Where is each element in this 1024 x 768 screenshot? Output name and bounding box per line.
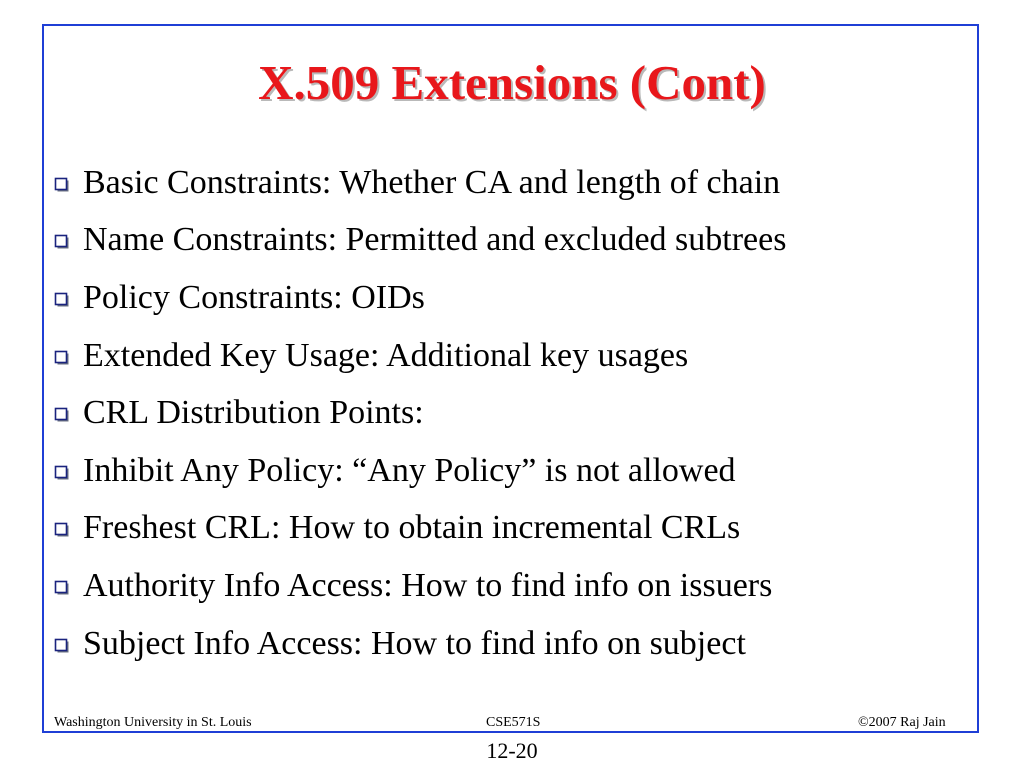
bullet-text: Name Constraints: Permitted and excluded subtrees xyxy=(83,221,787,259)
bullet-item xyxy=(54,442,786,500)
bullet-item xyxy=(54,615,786,673)
hollow-square-bullet-icon xyxy=(54,465,70,481)
bullet-item xyxy=(54,327,786,385)
bullet-text: Authority Info Access: How to find info on issuers xyxy=(83,566,773,604)
bullet-item xyxy=(54,557,786,615)
hollow-square-bullet-icon xyxy=(54,350,70,366)
bullet-text: Basic Constraints: Whether CA and length of chain xyxy=(83,163,781,201)
footer-course: CSE571S xyxy=(486,715,541,730)
hollow-square-bullet-icon xyxy=(54,234,70,250)
bullet-item xyxy=(54,384,786,442)
hollow-square-bullet-icon xyxy=(54,407,70,423)
bullet-text: Extended Key Usage: Additional key usages xyxy=(83,336,689,374)
bullet-text: Subject Info Access: How to find info on subject xyxy=(83,624,746,662)
bullet-text: CRL Distribution Points: xyxy=(83,394,424,432)
bullet-list xyxy=(54,154,786,672)
hollow-square-bullet-icon xyxy=(54,292,70,308)
hollow-square-bullet-icon xyxy=(54,580,70,596)
bullet-text: Freshest CRL: How to obtain incremental CRLs xyxy=(83,509,741,547)
footer-copyright: ©2007 Raj Jain xyxy=(858,715,946,730)
hollow-square-bullet-icon xyxy=(54,177,70,193)
bullet-text: Policy Constraints: OIDs xyxy=(83,278,425,316)
page-number: 12-20 xyxy=(486,738,538,763)
slide-title: X.509 Extensions (Cont) xyxy=(258,55,766,110)
bullet-item xyxy=(54,154,786,212)
bullet-item xyxy=(54,269,786,327)
bullet-item xyxy=(54,212,786,270)
bullet-item xyxy=(54,500,786,558)
footer-institution: Washington University in St. Louis xyxy=(54,715,252,730)
hollow-square-bullet-icon xyxy=(54,522,70,538)
bullet-text: Inhibit Any Policy: “Any Policy” is not allowed xyxy=(83,451,736,489)
hollow-square-bullet-icon xyxy=(54,638,70,654)
